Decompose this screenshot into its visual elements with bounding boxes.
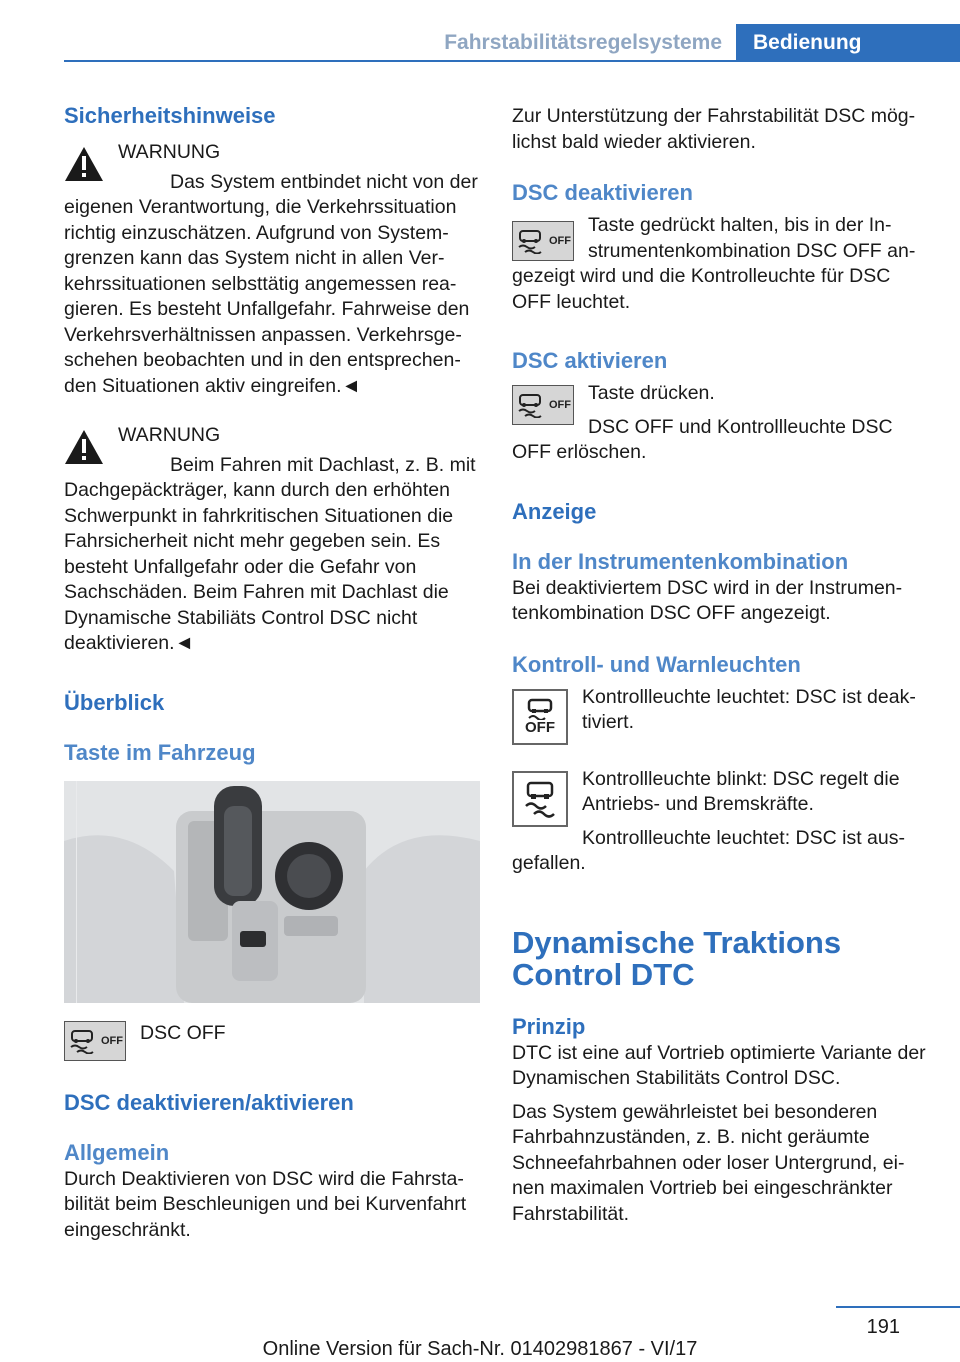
- page-header: [0, 0, 960, 62]
- principle-text-2: Das System gewährleistet bei besonderen Fahrbahnzuständen, z. B. nicht geräumte Schneefahrbahnen oder loser Untergrund, einen maximalen Vortrieb bei eingeschränkter Fahrstabilität.: [512, 1100, 905, 1225]
- footer-rule: [836, 1306, 960, 1308]
- lamp-dsc-block: [512, 767, 928, 877]
- warning-triangle-icon: [64, 146, 104, 187]
- page-number: 191: [866, 1316, 900, 1338]
- general-heading: Allgemein: [64, 1139, 170, 1165]
- dsc-off-button-icon: [512, 221, 574, 261]
- deactivate-activate-heading: DSC deaktivieren/aktivieren: [64, 1089, 354, 1115]
- warning-label-1: WARNUNG: [118, 141, 221, 163]
- display-heading: Anzeige: [512, 498, 597, 524]
- principle-text-1: DTC ist eine auf Vortrieb optimierte Variante der Dynamischen Stabilitäts Control DSC.: [512, 1041, 926, 1089]
- dsc-activate-text-2: DSC OFF und Kontrollleuchte DSC OFF erlöschen.: [512, 415, 893, 463]
- dsc-activate-heading: DSC aktivieren: [512, 348, 668, 373]
- dsc-off-button-icon: [512, 385, 574, 425]
- warning-label-2: WARNUNG: [118, 424, 221, 446]
- button-in-vehicle-heading: Taste im Fahrzeug: [64, 739, 256, 765]
- dsc-off-button-icon: [64, 1021, 126, 1061]
- warning-text-1: Das System entbindet nicht von der eigenen Verantwortung, die Verkehrssituation richtig einzuschätzen. Aufgrund von Systemgrenzen kann das System nicht in allen Verkehrssituationen selbsttätig angemessen reagieren. Es besteht Unfallgefahr. Fahrweise den Verkehrsverhältnissen anpassen. Verkehrsgeschehen beobachten und in den entsprechenden Situationen aktiv eingreifen.◄: [64, 170, 478, 397]
- off-label: OFF: [549, 235, 571, 247]
- off-label: OFF: [549, 399, 571, 411]
- dsc-off-indicator-icon: [512, 689, 568, 745]
- right-column: [512, 104, 928, 1227]
- dtc-heading: Dynamische Traktions Control DTC: [512, 924, 842, 992]
- instrument-cluster-heading: In der Instrumentenkombination: [512, 548, 849, 574]
- general-text: Durch Deaktivieren von DSC wird die Fahrstabilität beim Beschleunigen und bei Kurvenfahrt eingeschränkt.: [64, 1167, 467, 1241]
- dsc-activate-text-1: Taste drücken.: [588, 382, 715, 404]
- intro-text: Zur Unterstützung der Fahrstabilität DSC möglichst bald wieder aktivieren.: [512, 105, 916, 153]
- dsc-indicator-icon: [512, 771, 568, 827]
- header-chapter-tab: Bedienung: [736, 24, 960, 62]
- dsc-deactivate-heading: DSC deaktivieren: [512, 180, 693, 205]
- left-column: [64, 96, 480, 1243]
- warning-text-2: Beim Fahren mit Dachlast, z. B. mit Dachgepäckträger, kann durch den erhöhten Schwerpunkt in fahrkritischen Situationen die Fahrsicherheit nicht mehr gegeben sein. Es besteht Unfallgefahr oder die Gefahr von Sachschäden. Beim Fahren mit Dachlast die Dynamische Stabiliäts Control DSC nicht deaktivieren.◄: [64, 453, 476, 654]
- indicator-lamps-heading: Kontroll- und Warnleuchten: [512, 651, 801, 677]
- dsc-deactivate-text: Taste gedrückt halten, bis in der Instrumentenkombination DSC OFF angezeigt wird und die Kontrolleuchte für DSC OFF leuchtet.: [512, 214, 916, 313]
- warning-block-2: [64, 423, 480, 657]
- principle-heading: Prinzip: [512, 1013, 586, 1039]
- lamp-off-text: Kontrollleuchte leuchtet: DSC ist deaktiviert.: [582, 685, 916, 733]
- lamp-off-block: [512, 685, 928, 745]
- lamp-failure-text: Kontrollleuchte leuchtet: DSC ist ausgefallen.: [512, 826, 905, 874]
- dsc-off-caption-block: [64, 1021, 480, 1061]
- header-section-title: Fahrstabilitätsregelsysteme: [444, 31, 722, 54]
- safety-heading: Sicherheitshinweise: [64, 103, 276, 128]
- instrument-cluster-text: Bei deaktiviertem DSC wird in der Instrumentenkombination DSC OFF angezeigt.: [512, 576, 903, 624]
- dsc-deactivate-block: [512, 213, 928, 315]
- header-rule: [64, 60, 960, 62]
- dsc-off-caption: DSC OFF: [140, 1021, 226, 1044]
- warning-block-1: [64, 140, 480, 399]
- off-label: OFF: [525, 718, 555, 736]
- online-version-note: Online Version für Sach-Nr. 01402981867 - VI/17: [262, 1338, 698, 1360]
- off-label: OFF: [101, 1034, 123, 1047]
- warning-triangle-icon: [64, 429, 104, 470]
- lamp-blinks-text: Kontrollleuchte blinkt: DSC regelt die Antriebs- und Bremskräfte.: [582, 767, 900, 815]
- center-console-photo: [64, 781, 480, 1003]
- dsc-activate-block: [512, 381, 928, 466]
- overview-heading: Überblick: [64, 689, 165, 715]
